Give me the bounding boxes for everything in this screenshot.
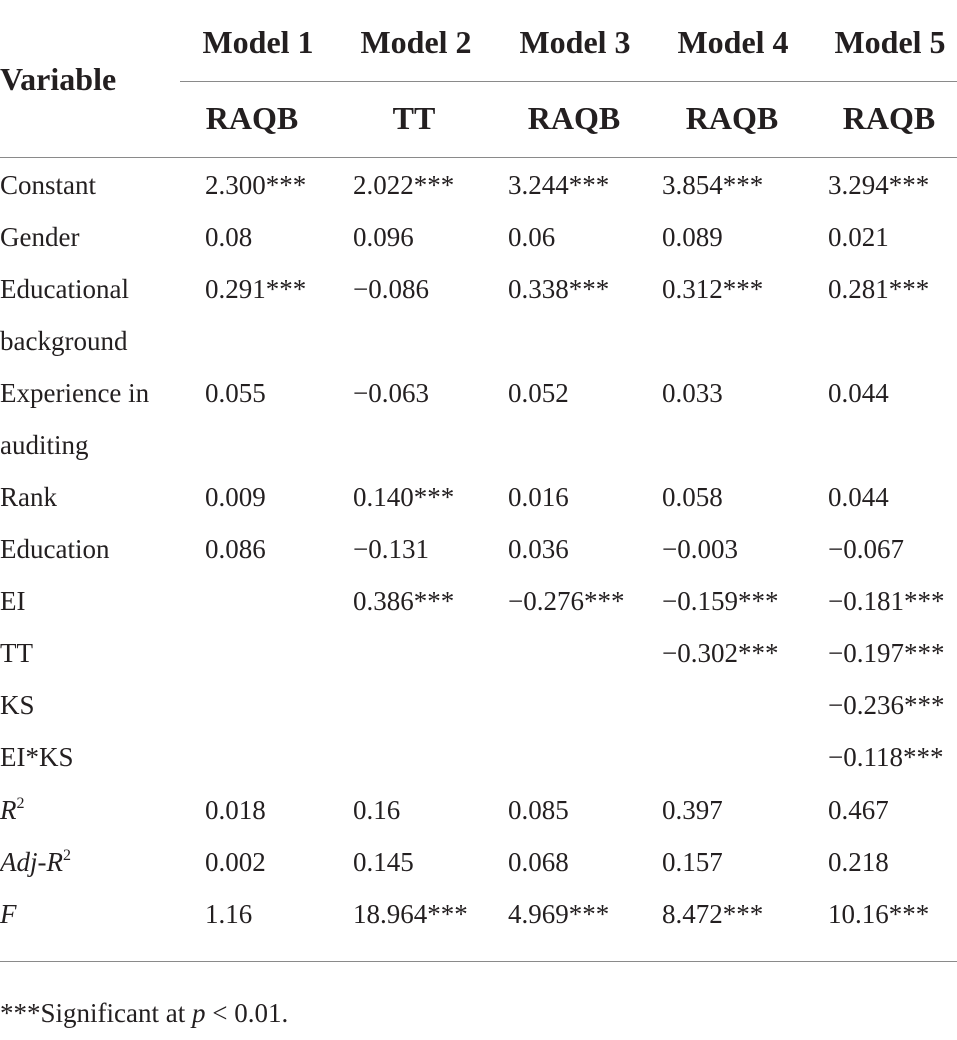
header-bottom-rule xyxy=(0,157,957,158)
variable-header: Variable xyxy=(0,61,117,97)
table-cell: 0.068 xyxy=(508,847,569,877)
header-sub-rule xyxy=(180,81,957,82)
table-cell: 0.052 xyxy=(508,378,569,408)
table-cell: 0.467 xyxy=(828,795,889,825)
footnote-prefix: ***Significant at xyxy=(0,998,192,1028)
table-cell: 0.291*** xyxy=(205,274,307,304)
table-cell: 10.16*** xyxy=(828,899,930,929)
row-label-text: R xyxy=(0,795,17,825)
row-label-text: Gender xyxy=(0,222,80,252)
row-label-text: Education xyxy=(0,534,110,564)
model-1-header: Model 1 xyxy=(202,24,314,60)
table-cell: −0.118*** xyxy=(828,742,944,772)
model-1-dependent: RAQB xyxy=(205,100,299,136)
row-label xyxy=(0,899,17,929)
table-cell: 0.044 xyxy=(828,378,889,408)
model-2-dependent: TT xyxy=(392,100,436,136)
row-label xyxy=(0,274,129,304)
model-4-header: Model 4 xyxy=(677,24,789,60)
row-label-text: EI xyxy=(0,586,26,616)
table-cell: −0.086 xyxy=(353,274,429,304)
table-cell: 0.281*** xyxy=(828,274,930,304)
table-cell: −0.276*** xyxy=(508,586,625,616)
table-cell: 3.294*** xyxy=(828,170,930,200)
row-label-text: F xyxy=(0,899,17,929)
row-label xyxy=(0,795,25,825)
table-cell: 0.397 xyxy=(662,795,723,825)
table-cell: −0.159*** xyxy=(662,586,779,616)
row-label-text: TT xyxy=(0,638,33,668)
table-cell: 0.002 xyxy=(205,847,266,877)
row-label xyxy=(0,534,109,564)
table-cell: 1.16 xyxy=(205,899,253,929)
table-cell: 0.058 xyxy=(662,482,723,512)
row-label-continued: background xyxy=(0,326,128,356)
row-label-continued: auditing xyxy=(0,430,89,460)
table-cell: −0.181*** xyxy=(828,586,945,616)
model-4-dependent: RAQB xyxy=(685,100,779,136)
row-label-text: Adj-R xyxy=(0,847,63,877)
table-cell: 0.145 xyxy=(353,847,414,877)
table-cell: 0.08 xyxy=(205,222,253,252)
row-label-text: Rank xyxy=(0,482,57,512)
row-label xyxy=(0,222,79,252)
table-cell: −0.197*** xyxy=(828,638,945,668)
row-label xyxy=(0,847,71,877)
table-cell: −0.003 xyxy=(662,534,738,564)
row-label xyxy=(0,482,57,512)
table-cell: −0.236*** xyxy=(828,690,945,720)
table-cell: 0.140*** xyxy=(353,482,455,512)
table-cell: 2.300*** xyxy=(205,170,307,200)
row-label xyxy=(0,170,96,200)
model-2-header: Model 2 xyxy=(360,24,472,60)
footnote-suffix: < 0.01. xyxy=(205,998,289,1028)
table-cell: 0.033 xyxy=(662,378,723,408)
table-cell: 8.472*** xyxy=(662,899,764,929)
row-label-superscript: 2 xyxy=(62,847,71,864)
table-cell: 0.018 xyxy=(205,795,266,825)
table-cell: 0.096 xyxy=(353,222,414,252)
table-cell: −0.063 xyxy=(353,378,429,408)
row-label xyxy=(0,638,33,668)
table-cell: 0.086 xyxy=(205,534,266,564)
row-label-text: Experience in xyxy=(0,378,150,408)
model-5-header: Model 5 xyxy=(834,24,946,60)
table-cell: 0.218 xyxy=(828,847,889,877)
row-label xyxy=(0,378,149,408)
table-bottom-rule xyxy=(0,961,957,962)
table-cell: 0.338*** xyxy=(508,274,610,304)
table-cell: 0.036 xyxy=(508,534,569,564)
table-cell: 0.016 xyxy=(508,482,569,512)
model-3-header: Model 3 xyxy=(519,24,631,60)
model-3-dependent: RAQB xyxy=(527,100,621,136)
table-cell: 0.16 xyxy=(353,795,401,825)
row-label xyxy=(0,742,74,772)
table-cell: −0.302*** xyxy=(662,638,779,668)
table-cell: 0.009 xyxy=(205,482,266,512)
footnote-variable: p xyxy=(191,998,206,1028)
row-label-text: Educational xyxy=(0,274,129,304)
table-cell: 0.021 xyxy=(828,222,889,252)
table-cell: 18.964*** xyxy=(353,899,468,929)
table-cell: 0.386*** xyxy=(353,586,455,616)
table-cell: 0.312*** xyxy=(662,274,764,304)
table-cell: 0.06 xyxy=(508,222,556,252)
table-cell: −0.067 xyxy=(828,534,904,564)
row-label-text: KS xyxy=(0,690,35,720)
row-label xyxy=(0,586,25,616)
table-cell: 0.157 xyxy=(662,847,723,877)
model-5-dependent: RAQB xyxy=(842,100,936,136)
table-cell: 4.969*** xyxy=(508,899,610,929)
row-label-superscript: 2 xyxy=(16,795,25,812)
table-cell: 3.854*** xyxy=(662,170,764,200)
table-cell: 0.085 xyxy=(508,795,569,825)
row-label-text: Constant xyxy=(0,170,97,200)
footnote xyxy=(0,998,288,1028)
row-label-text: EI*KS xyxy=(0,742,74,772)
table-cell: 0.089 xyxy=(662,222,723,252)
table-cell: −0.131 xyxy=(353,534,429,564)
row-label xyxy=(0,690,35,720)
table-cell: 3.244*** xyxy=(508,170,610,200)
table-cell: 0.044 xyxy=(828,482,889,512)
table-cell: 0.055 xyxy=(205,378,266,408)
table-cell: 2.022*** xyxy=(353,170,455,200)
